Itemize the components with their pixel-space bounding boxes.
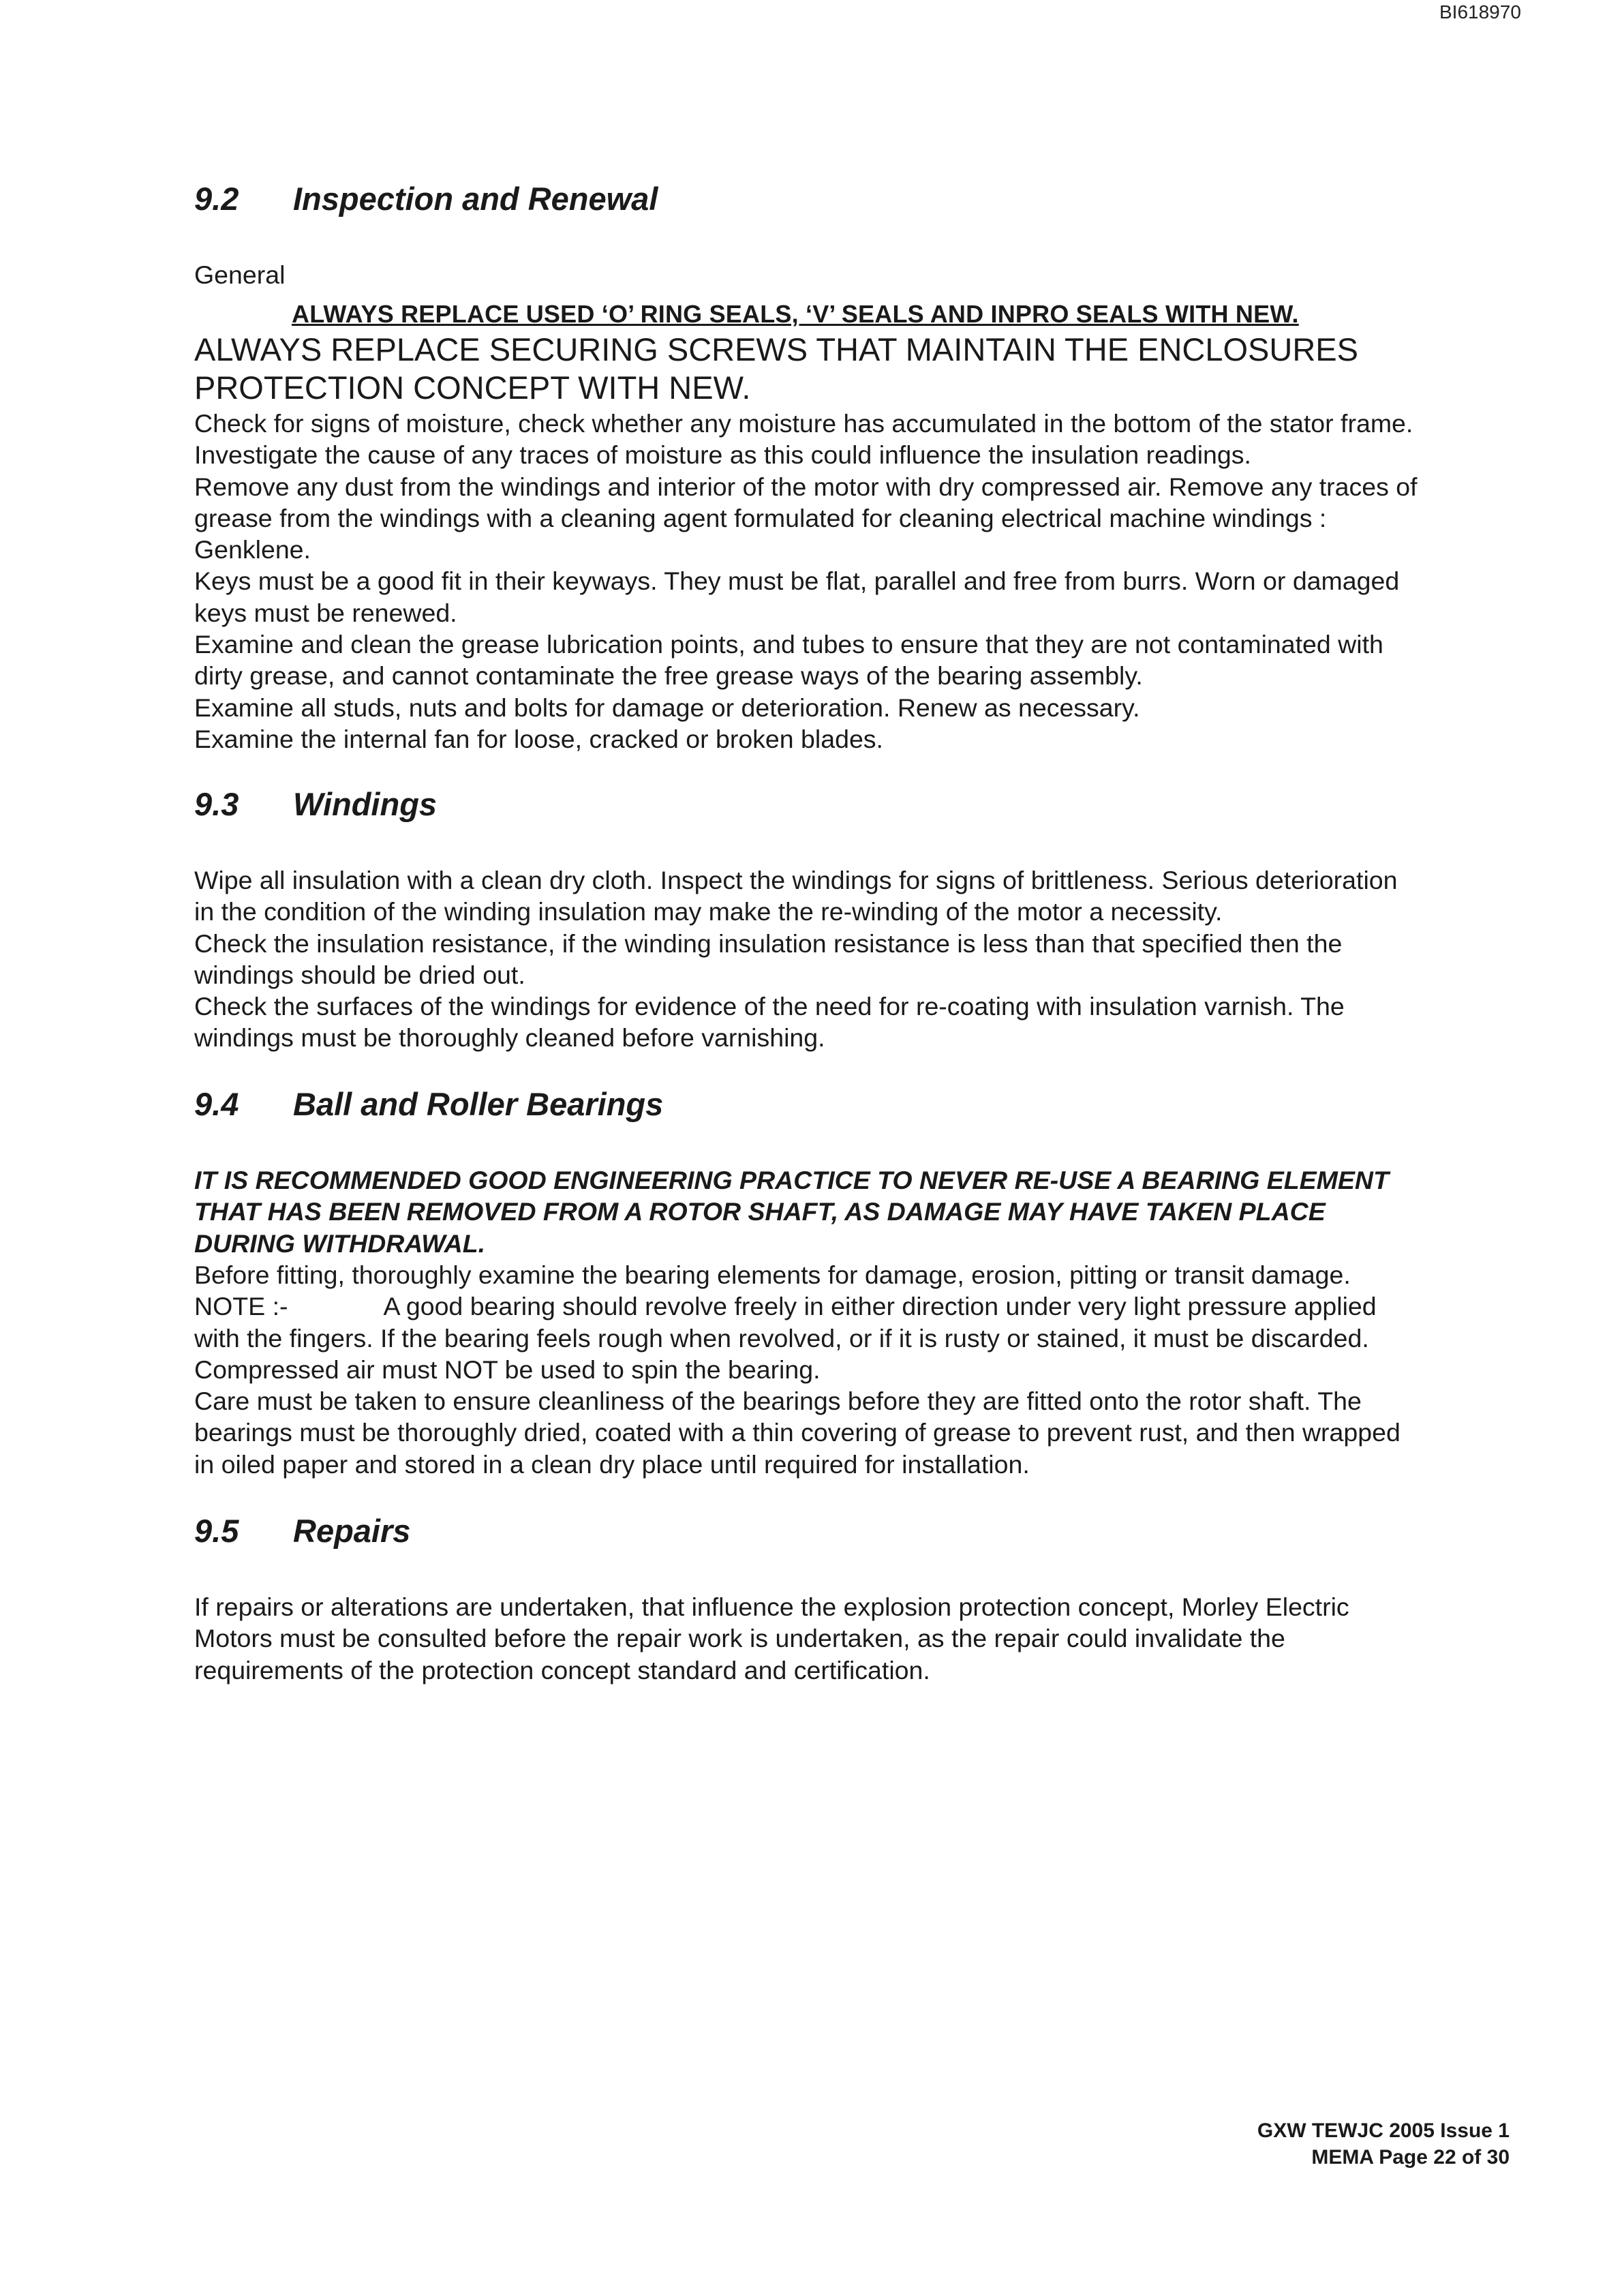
text-line: Check the insulation resistance, if the winding insulation resistance is less than that specified then the <box>194 928 1343 958</box>
note-text: A good bearing should revolve freely in either direction under very light pressure applied <box>383 1292 1377 1321</box>
text-line: grease from the windings with a cleaning agent formulated for cleaning electrical machine windings : <box>194 503 1327 532</box>
page-footer <box>1257 2117 1510 2171</box>
text-line: in oiled paper and stored in a clean dry place until required for installation. <box>194 1449 1030 1479</box>
text-line: keys must be renewed. <box>194 598 457 627</box>
section-number: 9.2 <box>194 181 239 217</box>
section-9-5-body <box>194 1591 1530 1686</box>
section-heading-9-5 <box>194 1512 410 1550</box>
screw-warning-line: PROTECTION CONCEPT WITH NEW. <box>194 369 751 406</box>
text-line: dirty grease, and cannot contaminate the free grease ways of the bearing assembly. <box>194 661 1143 691</box>
text-line: Motors must be consulted before the repair work is undertaken, as the repair could invalidate the <box>194 1624 1285 1653</box>
warning-line: IT IS RECOMMENDED GOOD ENGINEERING PRACTICE TO NEVER RE-USE A BEARING ELEMENT <box>194 1166 1389 1194</box>
text-line: Check the surfaces of the windings for evidence of the need for re-coating with insulation varnish. The <box>194 992 1345 1021</box>
seal-warning: ALWAYS REPLACE USED ‘O’ RING SEALS, ‘V’ SEALS AND INPRO SEALS WITH NEW. <box>292 300 1299 328</box>
screw-warning-line: ALWAYS REPLACE SECURING SCREWS THAT MAINTAIN THE ENCLOSURES <box>194 331 1358 367</box>
text-line: windings must be thoroughly cleaned before varnishing. <box>194 1023 825 1053</box>
text-line: Examine all studs, nuts and bolts for damage or deterioration. Renew as necessary. <box>194 693 1140 722</box>
text-line: Check for signs of moisture, check whether any moisture has accumulated in the bottom of the stator frame. <box>194 409 1413 438</box>
section-number: 9.5 <box>194 1513 239 1549</box>
text-line: Wipe all insulation with a clean dry cloth. Inspect the windings for signs of brittleness. Serious deterioration <box>194 866 1398 894</box>
warning-line: THAT HAS BEEN REMOVED FROM A ROTOR SHAFT, AS DAMAGE MAY HAVE TAKEN PLACE <box>194 1197 1326 1226</box>
screw-warning <box>194 331 1489 407</box>
text-line: Examine and clean the grease lubrication points, and tubes to ensure that they are not contaminated with <box>194 630 1383 659</box>
text-line: Examine the internal fan for loose, cracked or broken blades. <box>194 724 883 753</box>
section-heading-9-4 <box>194 1085 663 1123</box>
section-9-3-body <box>194 864 1530 1054</box>
text-line: Keys must be a good fit in their keyways. They must be flat, parallel and free from burrs. Worn or damaged <box>194 567 1400 596</box>
section-number: 9.4 <box>194 1086 239 1122</box>
bearing-warning <box>194 1164 1389 1259</box>
warning-line: DURING WITHDRAWAL. <box>194 1228 486 1258</box>
note-label: NOTE :- <box>194 1292 288 1321</box>
section-title: Repairs <box>293 1513 411 1549</box>
text-line: Investigate the cause of any traces of moisture as this could influence the insulation readings. <box>194 440 1251 470</box>
text-line: Compressed air must NOT be used to spin the bearing. <box>194 1355 821 1384</box>
text-line: bearings must be thoroughly dried, coated with a thin covering of grease to prevent rust, and then wrapped <box>194 1418 1401 1447</box>
section-title: Ball and Roller Bearings <box>293 1086 664 1122</box>
section-title: Inspection and Renewal <box>293 181 658 217</box>
section-number: 9.3 <box>194 786 239 822</box>
text-line: requirements of the protection concept standard and certification. <box>194 1655 930 1685</box>
text-line: in the condition of the winding insulation may make the re-winding of the motor a necessity. <box>194 897 1223 926</box>
text-line: Remove any dust from the windings and interior of the motor with dry compressed air. Remove any traces of <box>194 472 1418 501</box>
text-line: Genklene. <box>194 535 311 564</box>
section-9-4-body <box>194 1259 1530 1480</box>
text-line: with the fingers. If the bearing feels rough when revolved, or if it is rusty or stained, it must be discarded. <box>194 1323 1369 1353</box>
section-heading-9-2 <box>194 180 658 217</box>
text-line: windings should be dried out. <box>194 960 525 989</box>
text-line: Care must be taken to ensure cleanliness of the bearings before they are fitted onto the rotor shaft. The <box>194 1387 1362 1416</box>
section-title: Windings <box>293 786 438 822</box>
text-line: If repairs or alterations are undertaken, that influence the explosion protection concept, Morley Electric <box>194 1592 1349 1621</box>
text-line: Before fitting, thoroughly examine the bearing elements for damage, erosion, pitting or transit damage. <box>194 1260 1351 1289</box>
general-label: General <box>194 260 286 289</box>
section-heading-9-3 <box>194 785 437 823</box>
footer-page-number: MEMA Page 22 of 30 <box>1311 2146 1510 2169</box>
document-id: BI618970 <box>1439 1 1521 22</box>
footer-doc-ref: GXW TEWJC 2005 Issue 1 <box>1257 2119 1510 2142</box>
section-9-2-body <box>194 408 1530 755</box>
note-line <box>194 1290 1530 1322</box>
